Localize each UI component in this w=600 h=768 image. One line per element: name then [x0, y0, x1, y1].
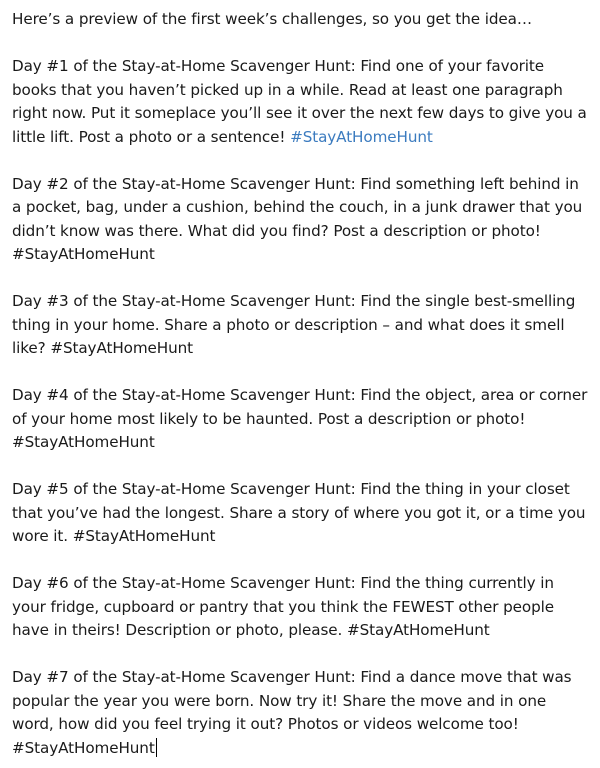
day-5-hashtag: #StayAtHomeHunt [72, 527, 216, 545]
day-3-hashtag: #StayAtHomeHunt [50, 339, 193, 357]
day-6-paragraph [12, 572, 592, 643]
day-1-paragraph [12, 55, 592, 149]
day-4-paragraph [12, 384, 592, 455]
day-1-hashtag-link[interactable]: #StayAtHomeHunt [290, 127, 433, 146]
day-7-text: Day #7 of the Stay-at-Home Scavenger Hunt: Find a dance move that was popular the year you were born. Now try it! Share the move and in one word, how did you feel trying it out? Photos or videos welcome too! [12, 668, 572, 733]
day-7-hashtag: #StayAtHomeHunt [12, 738, 155, 757]
day-2-text: Day #2 of the Stay-at-Home Scavenger Hunt: Find something left behind in a pocket, bag, under a cushion, behind the couch, in a junk drawer that you didn’t know was there. What did you find? Post a description or photo! [12, 174, 583, 240]
intro-paragraph: Here’s a preview of the first week’s challenges, so you get the idea… [12, 10, 532, 28]
document-body[interactable] [12, 8, 592, 760]
day-5-paragraph [12, 478, 592, 549]
day-1-text: Day #1 of the Stay-at-Home Scavenger Hunt: Find one of your favorite books that you haven’t picked up in a while. Read at least one paragraph right now. Put it someplace you’ll see it over the next few days to give you a little lift. Post a photo or a sentence! [12, 57, 587, 146]
day-3-paragraph [12, 290, 592, 361]
day-2-hashtag: #StayAtHomeHunt [12, 245, 155, 263]
text-cursor [156, 738, 157, 757]
day-6-hashtag: #StayAtHomeHunt [346, 621, 490, 639]
day-4-hashtag: #StayAtHomeHunt [12, 433, 155, 451]
day-2-paragraph [12, 173, 592, 267]
day-4-text: Day #4 of the Stay-at-Home Scavenger Hunt: Find the object, area or corner of your home most likely to be haunted. Post a description or photo! [12, 386, 588, 428]
day-7-paragraph [12, 666, 592, 760]
day-6-text: Day #6 of the Stay-at-Home Scavenger Hunt: Find the thing currently in your fridge, cupboard or pantry that you think the FEWEST other people have in theirs! Description or photo, please. [12, 574, 554, 639]
day-5-text: Day #5 of the Stay-at-Home Scavenger Hunt: Find the thing in your closet that you’ve had the longest. Share a story of where you got it, or a time you wore it. [12, 480, 586, 545]
day-3-text: Day #3 of the Stay-at-Home Scavenger Hunt: Find the single best-smelling thing in your home. Share a photo or description – and what does it smell like? [12, 292, 576, 357]
